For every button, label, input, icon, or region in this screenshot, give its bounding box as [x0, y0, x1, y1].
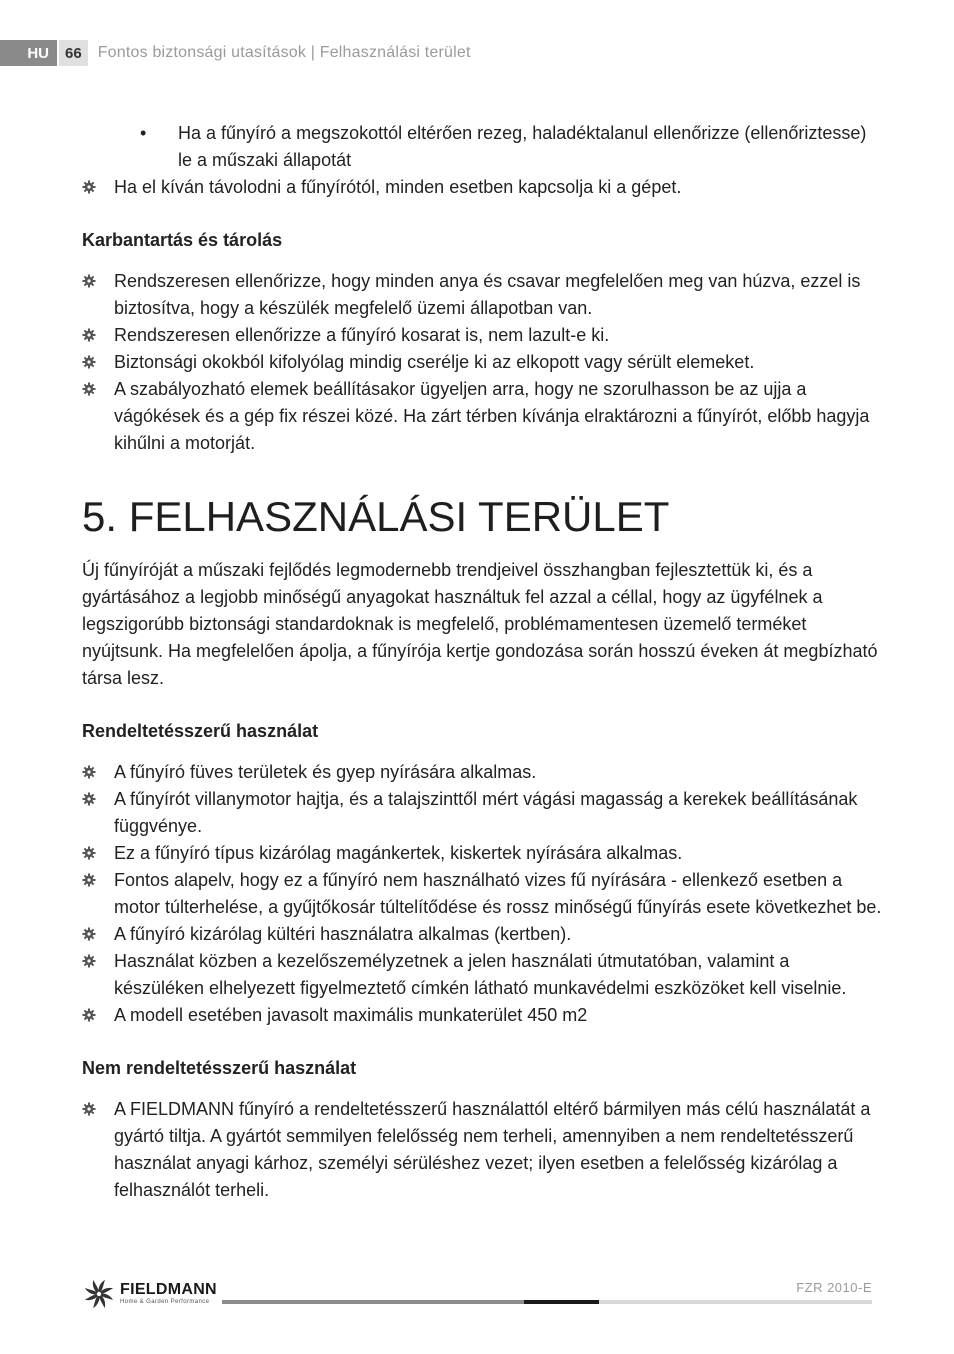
gear-bullet-icon: [82, 765, 96, 779]
list-item: [82, 786, 882, 840]
brand-tagline: Home & Garden Performance: [120, 1299, 210, 1305]
list-item-text: A modell esetében javasolt maximális munkaterület 450 m2: [114, 1005, 588, 1025]
footer-rule-segment: [524, 1300, 599, 1304]
maintenance-heading: Karbantartás és tárolás: [82, 230, 283, 250]
footer-rule-segment: [222, 1300, 524, 1304]
gear-bullet-icon: [82, 927, 96, 941]
list-item-text: A fűnyíró füves területek és gyep nyírására alkalmas.: [114, 762, 537, 782]
list-item: [82, 948, 882, 1002]
fan-logo-icon: [82, 1278, 116, 1310]
brand-name: FIELDMANN: [120, 1281, 217, 1298]
model-number: FZR 2010-E: [796, 1280, 872, 1295]
page-content: [82, 120, 882, 1204]
gear-bullet-icon: [82, 792, 96, 806]
gear-bullet-icon: [82, 382, 96, 396]
bullet-dot-icon: •: [140, 123, 147, 143]
list-item: [82, 840, 882, 867]
brand-logo: [82, 1278, 217, 1310]
list-item: [82, 921, 882, 948]
list-item-text: Rendszeresen ellenőrizze a fűnyíró kosarat is, nem lazult-e ki.: [114, 325, 610, 345]
gear-bullet-icon: [82, 873, 96, 887]
list-item: [82, 1096, 882, 1204]
list-item-text: Használat közben a kezelőszemélyzetnek a jelen használati útmutatóban, valamint a készüléken elhelyezett figyelmeztető címkén látható munkavédelmi eszközöket kell viselnie.: [114, 951, 847, 998]
gear-bullet-icon: [82, 180, 96, 194]
footer-rule-segment: [599, 1300, 872, 1304]
header-title: Fontos biztonsági utasítások | Felhasználási terület: [97, 44, 471, 61]
list-item: [82, 349, 882, 376]
gear-bullet-icon: [82, 355, 96, 369]
list-item: [82, 759, 882, 786]
page-header: [0, 40, 471, 66]
gear-bullet-icon: [82, 1008, 96, 1022]
gear-bullet-icon: [82, 846, 96, 860]
list-item-text: Rendszeresen ellenőrizze, hogy minden anya és csavar megfelelően meg van húzva, ezzel is biztosítva, hogy a készülék megfelelő üzemi állapotban van.: [114, 271, 861, 318]
list-item: [82, 120, 882, 174]
logo-text: [120, 1282, 217, 1306]
language-tab: HU: [0, 40, 57, 66]
list-item-text: Ha a fűnyíró a megszokottól eltérően rezeg, haladéktalanul ellenőrizze (ellenőriztesse) le a műszaki állapotát: [178, 123, 867, 170]
list-item-text: A FIELDMANN fűnyíró a rendeltetésszerű használattól eltérő bármilyen más célú használatát a gyártó tiltja. A gyártót semmilyen felelősség nem terheli, amennyiben a nem rendeltetésszerű használat anyagi kárhoz, személyi sérüléshez vezet; ilyen esetben a felelősség kizárólag a felhasználót terheli.: [114, 1099, 871, 1200]
list-item: [82, 322, 882, 349]
list-item: [82, 867, 882, 921]
list-item-text: Biztonsági okokból kifolyólag mindig cserélje ki az elkopott vagy sérült elemeket.: [114, 352, 755, 372]
list-item-text: A szabályozható elemek beállításakor ügyeljen arra, hogy ne szorulhasson be az ujja a vágókések és a gép fix részei közé. Ha zárt térben kívánja elraktározni a fűnyírót, előbb hagyja kihűlni a motorját.: [114, 379, 870, 453]
list-item-text: Ez a fűnyíró típus kizárólag magánkertek, kiskertek nyírására alkalmas.: [114, 843, 683, 863]
footer-rule: [222, 1300, 872, 1304]
improper-use-heading: Nem rendeltetésszerű használat: [82, 1058, 357, 1078]
list-item: [82, 268, 882, 322]
intended-use-heading: Rendeltetésszerű használat: [82, 721, 319, 741]
page-number: 66: [59, 40, 88, 66]
gear-bullet-icon: [82, 274, 96, 288]
list-item-text: A fűnyíró kizárólag kültéri használatra alkalmas (kertben).: [114, 924, 572, 944]
list-item-text: Ha el kíván távolodni a fűnyírótól, minden esetben kapcsolja ki a gépet.: [114, 177, 682, 197]
list-item: [82, 376, 882, 457]
list-item-text: A fűnyírót villanymotor hajtja, és a talajszinttől mért vágási magasság a kerekek beállításának függvénye.: [114, 789, 858, 836]
list-item-text: Fontos alapelv, hogy ez a fűnyíró nem használható vizes fű nyírására - ellenkező esetben a motor túlterhelése, a gyűjtőkosár túltelítődése és rossz minőségű fűnyírás esete következhet be.: [114, 870, 882, 917]
gear-bullet-icon: [82, 954, 96, 968]
list-item: [82, 174, 882, 201]
gear-bullet-icon: [82, 1102, 96, 1116]
gear-bullet-icon: [82, 328, 96, 342]
section-title: 5. FELHASZNÁLÁSI TERÜLET: [82, 493, 670, 540]
section-intro: Új fűnyíróját a műszaki fejlődés legmodernebb trendjeivel összhangban fejlesztettük ki, és a gyártásához a legjobb minőségű anyagokat használtuk fel azzal a céllal, hogy az ügyfélnek a legszigorúbb biztonsági standardoknak is megfelelő, problémamentesen üzemelő terméket nyújtsunk. Ha megfelelően ápolja, a fűnyírója kertje gondozása során hosszú éveken át megbízható társa lesz.: [82, 560, 878, 688]
list-item: [82, 1002, 882, 1029]
